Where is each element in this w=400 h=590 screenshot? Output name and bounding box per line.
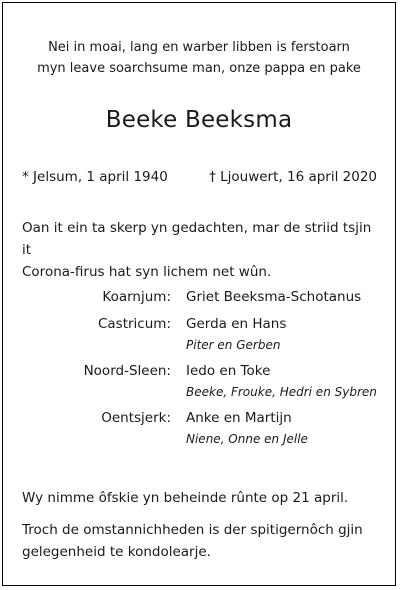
intro-text (3, 37, 395, 79)
family-children: Beeke, Frouke, Hedri en Sybren (186, 385, 377, 399)
family-list (3, 286, 395, 454)
message-line-1: Oan it ein ta skerp yn gedachten, mar de striid tsjin it (22, 220, 372, 258)
closing-condolence-text (22, 519, 377, 563)
family-row (3, 360, 395, 402)
family-row (3, 286, 395, 308)
family-names (186, 407, 308, 449)
family-place: Castricum: (97, 316, 171, 332)
closing-ceremony-text: Wy nimme ôfskie yn beheinde rûnte op 21 april. (22, 490, 349, 506)
family-names (186, 286, 361, 308)
family-children: Piter en Gerben (186, 338, 281, 352)
family-names (186, 360, 377, 402)
family-members: Iedo en Toke (186, 363, 271, 379)
death-date: † Ljouwert, 16 april 2020 (209, 169, 377, 185)
message-line-2: Corona-firus hat syn lichem net wûn. (22, 264, 272, 280)
closing-line-1: Troch de omstannichheden is der spitigernôch gjin (22, 522, 363, 538)
deceased-name: Beeke Beeksma (105, 107, 293, 133)
family-members: Griet Beeksma-Schotanus (186, 289, 362, 305)
family-place: Koarnjum: (102, 289, 171, 305)
family-row (3, 313, 395, 355)
intro-line-2: myn leave soarchsume man, onze pappa en pake (37, 61, 361, 76)
obituary-frame (2, 2, 396, 586)
family-place: Noord-Sleen: (83, 363, 171, 379)
family-children: Niene, Onne en Jelle (186, 432, 308, 446)
family-row (3, 407, 395, 449)
family-members: Anke en Martijn (186, 410, 292, 426)
closing-line-2: gelegenheid te kondolearje. (22, 544, 211, 560)
family-names (186, 313, 286, 355)
family-place: Oentsjerk: (101, 410, 171, 426)
intro-line-1: Nei in moai, lang en warber libben is ferstoarn (48, 40, 350, 55)
message-text (22, 217, 377, 283)
family-members: Gerda en Hans (186, 316, 287, 332)
birth-date: * Jelsum, 1 april 1940 (22, 169, 168, 185)
